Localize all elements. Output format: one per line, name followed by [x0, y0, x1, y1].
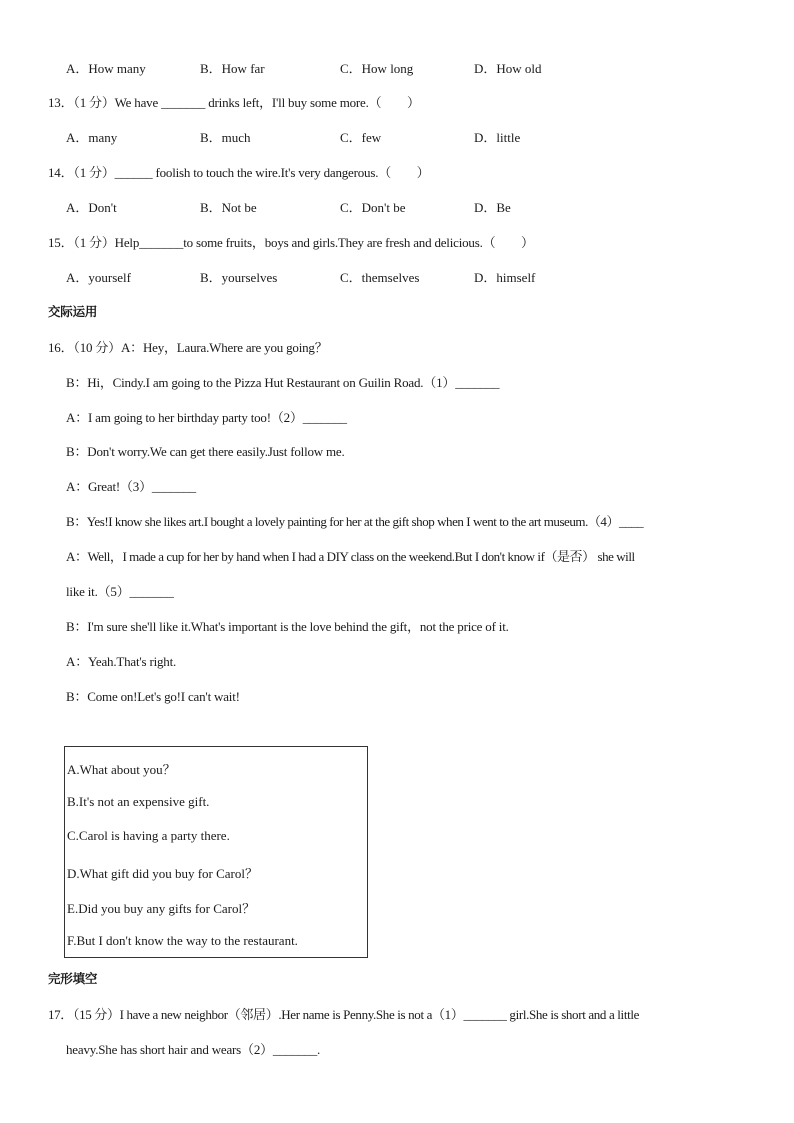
section-heading-cloze: 完形填空: [48, 971, 98, 986]
q16-dialogue-line: B：Yes!I know she likes art.I bought a lovely painting for her at the gift shop when I went to the art museum.（4）____: [66, 514, 644, 529]
q16-dialogue-line: A：I am going to her birthday party too!（2）_______: [66, 410, 347, 425]
section-heading-communication: 交际运用: [48, 304, 98, 319]
q15-option-c: C．themselves: [340, 270, 420, 285]
q16-stem: 16．（10 分）A：Hey，Laura.Where are you going？: [48, 340, 328, 355]
q13-stem: 13．（1 分）We have _______ drinks left，I'll buy some more.（ ）: [48, 95, 420, 110]
q16-dialogue-line: B：Hi，Cindy.I am going to the Pizza Hut Restaurant on Guilin Road.（1）_______: [66, 375, 500, 390]
q16-dialogue-line: B：I'm sure she'll like it.What's important is the love behind the gift，not the price of it.: [66, 619, 509, 634]
q15-option-a: A．yourself: [66, 270, 131, 285]
q17-text-line: heavy.She has short hair and wears（2）_______.: [66, 1042, 321, 1057]
q16-choice: B.It's not an expensive gift.: [67, 794, 210, 809]
q15-option-d: D．himself: [474, 270, 536, 285]
q16-dialogue-line: A：Great!（3）_______: [66, 479, 196, 494]
q13-option-a: A．many: [66, 130, 118, 145]
q16-dialogue-line: B：Don't worry.We can get there easily.Just follow me.: [66, 444, 345, 459]
q14-option-d: D．Be: [474, 200, 511, 215]
q17-text-line: 17．（15 分）I have a new neighbor（邻居）.Her name is Penny.She is not a（1）_______ girl.She is short and a little: [48, 1007, 640, 1022]
q14-option-c: C．Don't be: [340, 200, 406, 215]
q14-stem: 14．（1 分）______ foolish to touch the wire.It's very dangerous.（ ）: [48, 165, 430, 180]
q15-option-b: B．yourselves: [200, 270, 278, 285]
q13-option-b: B．much: [200, 130, 251, 145]
q16-dialogue-line: B：Come on!Let's go!I can't wait!: [66, 689, 240, 704]
q16-dialogue-line: A：Well，I made a cup for her by hand when I had a DIY class on the weekend.But I don't know if（是否） she will: [66, 549, 635, 564]
q16-choices-box: [64, 746, 368, 958]
q14-option-a: A．Don't: [66, 200, 117, 215]
q16-choice: C.Carol is having a party there.: [67, 828, 230, 843]
q13-option-d: D．little: [474, 130, 521, 145]
q14-option-b: B．Not be: [200, 200, 257, 215]
q16-dialogue-line: A：Yeah.That's right.: [66, 654, 177, 669]
q16-choice: D.What gift did you buy for Carol？: [67, 866, 258, 881]
q12-option-c: C．How long: [340, 61, 414, 76]
q12-option-b: B．How far: [200, 61, 265, 76]
q12-option-d: D．How old: [474, 61, 542, 76]
q13-option-c: C．few: [340, 130, 382, 145]
q12-option-a: A．How many: [66, 61, 146, 76]
q16-choice: A.What about you？: [67, 762, 176, 777]
q16-choice: E.Did you buy any gifts for Carol？: [67, 901, 256, 916]
q15-stem: 15．（1 分）Help_______to some fruits，boys and girls.They are fresh and delicious.（ ）: [48, 235, 534, 250]
q16-choice: F.But I don't know the way to the restaurant.: [67, 933, 298, 948]
q16-dialogue-line: like it.（5）_______: [66, 584, 174, 599]
